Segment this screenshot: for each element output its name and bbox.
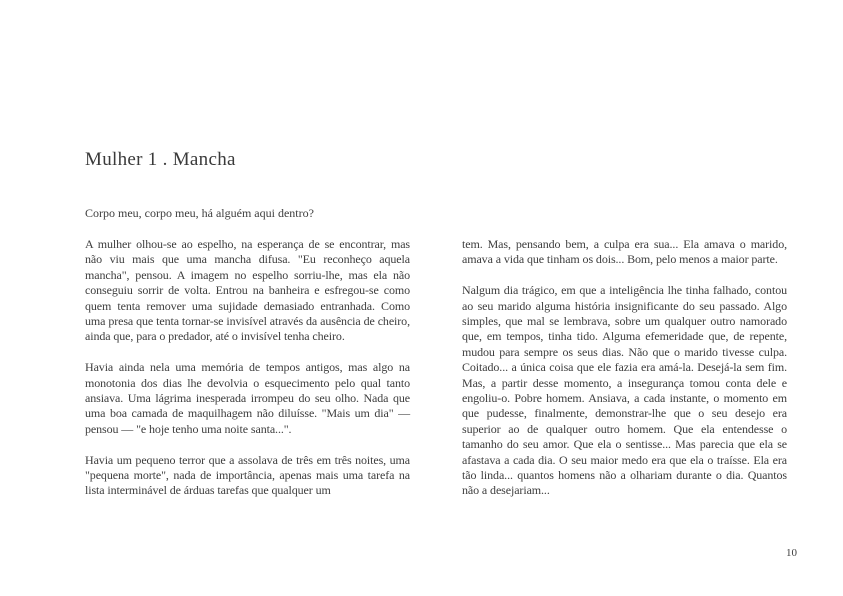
page-title: Mulher 1 . Mancha	[85, 149, 236, 170]
right-paragraph-2: Nalgum dia trágico, em que a inteligência lhe tinha falhado, contou ao seu marido alguma história insignificante do seu passado. Algo simples, que mal se lembrava, sobre um qualquer outro namorado que, em tempos, tinha tido. Alguma efemeridade que, de repente, mudou para sempre os seus dias. Não que o marido tivesse culpa. Coitado... a única coisa que ele fazia era amá-la. Desejá-la sem fim. Mas, a partir desse momento, a insegurança tomou conta dele e engoliu-o. Pobre homem. Ansiava, a cada instante, o momento em que pudesse, finalmente, demonstrar-lhe que o seu desejo era superior ao de qualquer outro homem. Que ela entendesse o tamanho do seu amor. Que ela o sentisse... Mas parecia que ela se afastava a cada dia. O seu maior medo era que ela o traísse. Ela era tão linda... quantos homens não a olhariam durante o dia. Quantos não a desejariam...	[462, 283, 787, 498]
right-column	[462, 237, 787, 499]
left-column	[85, 237, 410, 499]
page-number: 10	[786, 547, 797, 559]
left-paragraph-1: A mulher olhou-se ao espelho, na esperança de se encontrar, mas não viu mais que uma mancha difusa. "Eu reconheço aquela mancha", pensou. A imagem no espelho sorriu-lhe, mas ela não conseguiu sorrir de volta. Entrou na banheira e esfregou-se como quem tenta remover uma sujidade demasiado entranhada. Como uma presa que tenta tornar-se invisível através da ausência de cheiro, ainda que, para o predador, até o invisível tenha cheiro.	[85, 237, 410, 344]
left-paragraph-2: Havia ainda nela uma memória de tempos antigos, mas algo na monotonia dos dias lhe devolvia o esquecimento pelo qual tanto ansiava. Uma lágrima inesperada irrompeu do seu olho. Nada que uma boa camada de maquilhagem não diluísse. "Mais um dia" — pensou — "e hoje tenho uma noite santa...".	[85, 360, 410, 436]
left-paragraph-3: Havia um pequeno terror que a assolava de três em três noites, uma "pequena morte", nada de importância, apenas mais uma tarefa na lista interminável de árduas tarefas que qualquer um	[85, 452, 410, 498]
epigraph-line: Corpo meu, corpo meu, há alguém aqui dentro?	[85, 206, 314, 220]
right-paragraph-1: tem. Mas, pensando bem, a culpa era sua... Ela amava o marido, amava a vida que tinham os dois... Bom, pelo menos a maior parte.	[462, 237, 787, 267]
